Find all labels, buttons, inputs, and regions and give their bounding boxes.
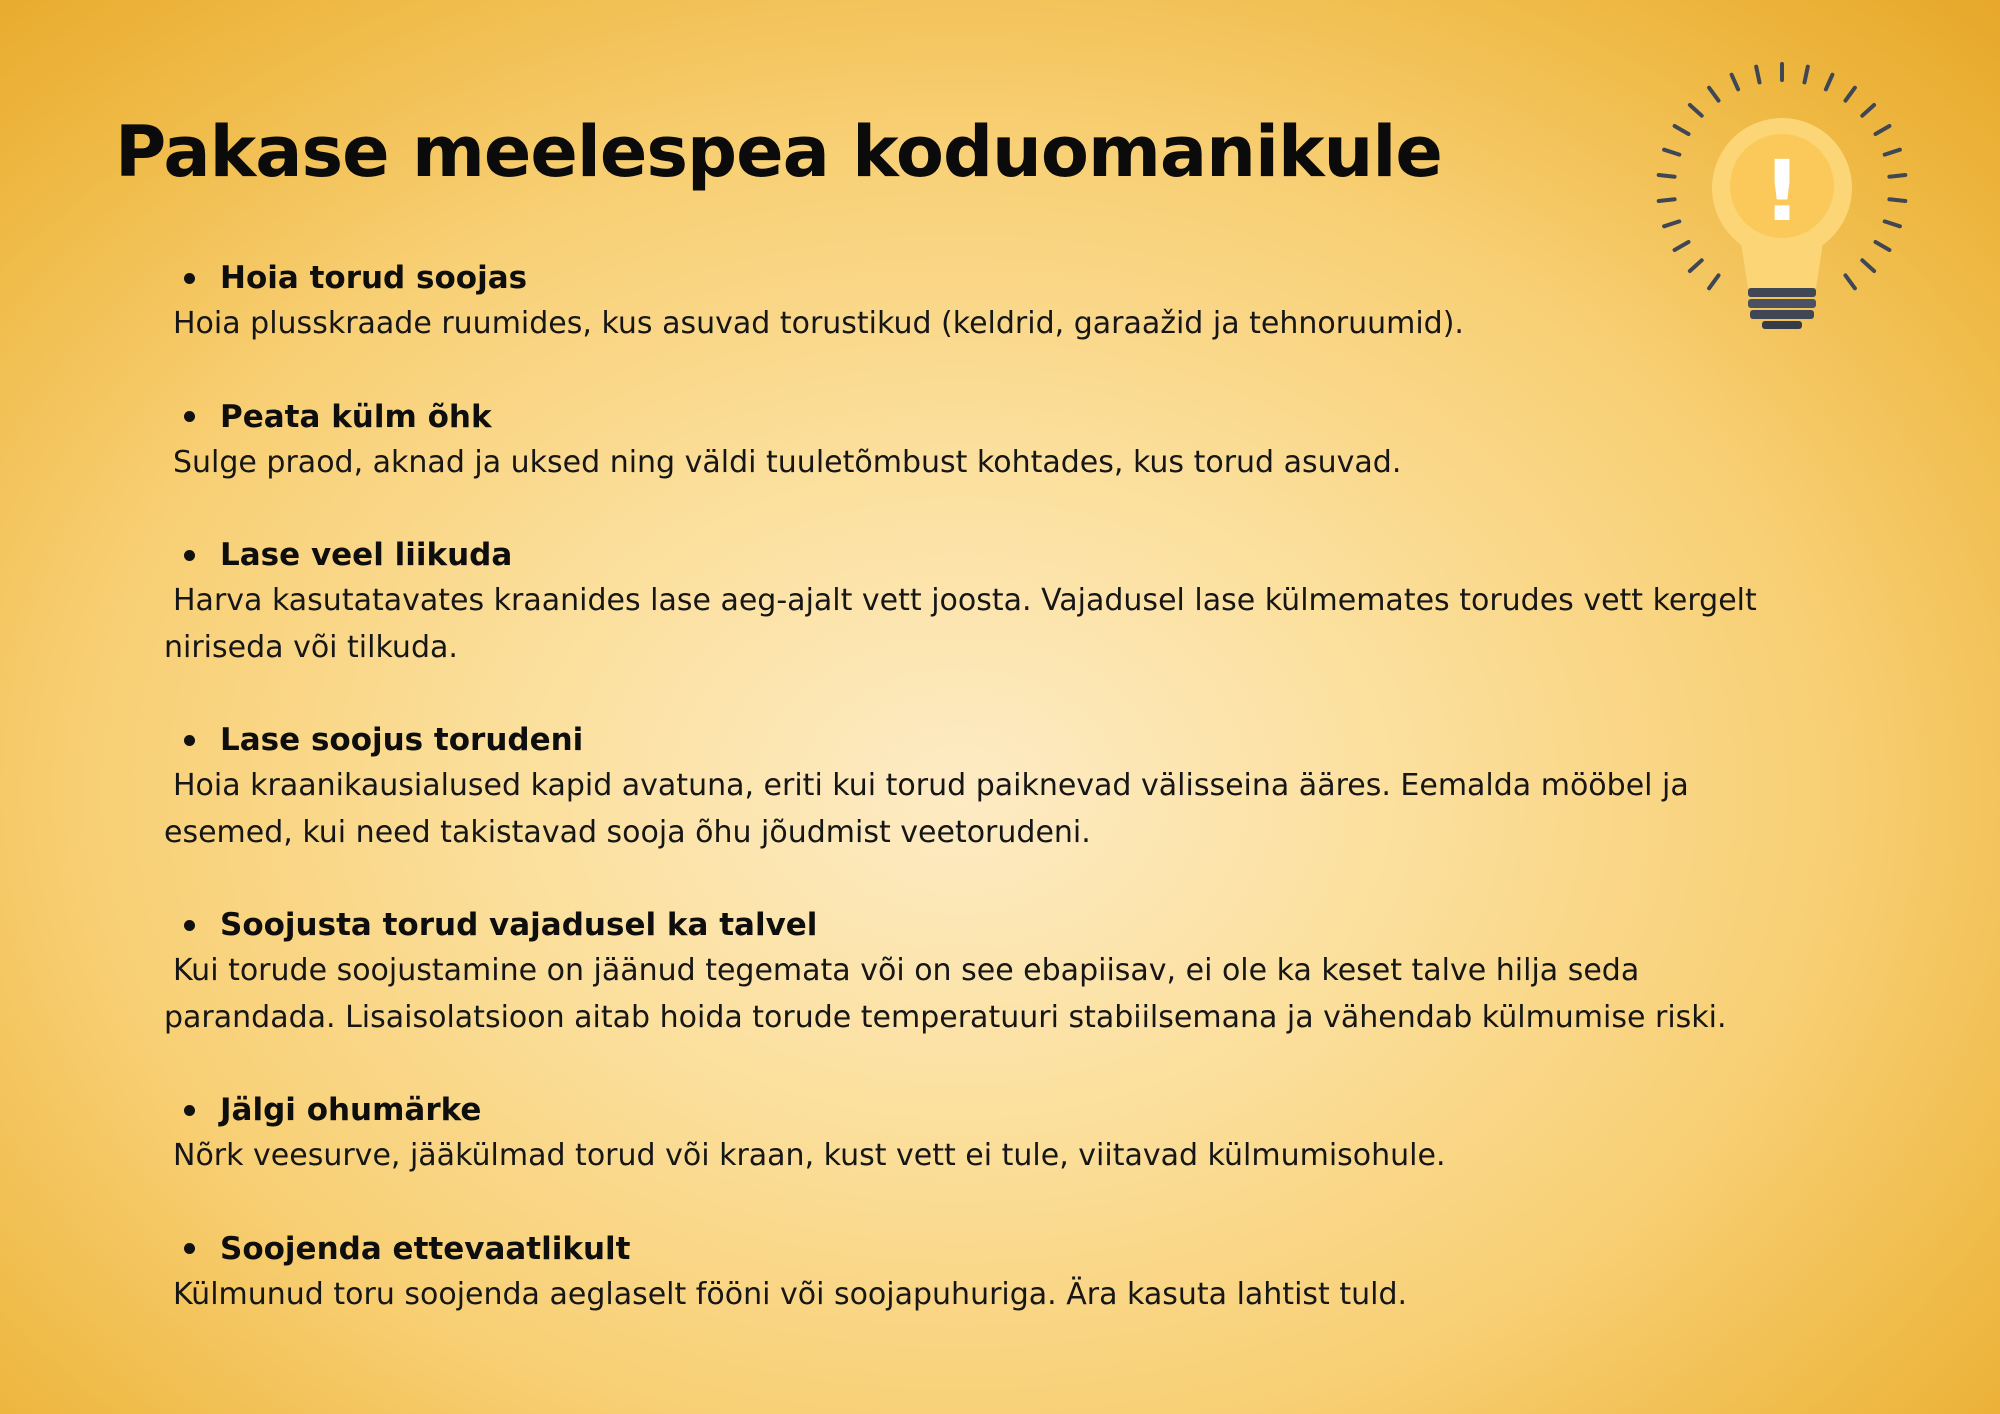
- tip-title: Soojusta torud vajadusel ka talvel: [220, 907, 818, 943]
- tip-description: Harva kasutatavates kraanides lase aeg-ajalt vett joosta. Vajadusel lase külmemates torudes vett kergelt niriseda või tilkuda.: [164, 583, 1757, 665]
- light-ray: [1675, 242, 1689, 250]
- light-ray: [1889, 175, 1905, 177]
- tip-title: Soojenda ettevaatlikult: [220, 1230, 631, 1267]
- tip-heading: [184, 1226, 1804, 1272]
- bullet-icon: [184, 920, 195, 931]
- tip-heading: [184, 1087, 1804, 1133]
- tips-list: [164, 255, 1804, 1364]
- tip-item: [164, 532, 1804, 671]
- bullet-icon: [184, 411, 195, 422]
- tip-heading: [184, 255, 1804, 301]
- light-ray: [1862, 105, 1874, 116]
- light-ray: [1664, 221, 1679, 226]
- bullet-icon: [184, 1243, 195, 1254]
- tip-heading: [184, 902, 1804, 948]
- tip-description: Külmunud toru soojenda aeglaselt fööni või soojapuhuriga. Ära kasuta lahtist tuld.: [173, 1276, 1408, 1312]
- tip-item: [164, 394, 1804, 487]
- light-ray: [1826, 75, 1833, 90]
- light-ray: [1756, 67, 1759, 83]
- tip-title: Hoia torud soojas: [220, 260, 528, 296]
- tip-heading: [184, 532, 1804, 578]
- tip-description: Hoia kraanikausialused kapid avatuna, eriti kui torud paiknevad välisseina ääres. Eemalda mööbel ja esemed, kui need takistavad sooja õhu jõudmist veetorudeni.: [164, 768, 1689, 850]
- tip-title: Jälgi ohumärke: [220, 1092, 482, 1128]
- tip-heading: [184, 717, 1804, 763]
- light-ray: [1675, 126, 1689, 134]
- bullet-icon: [184, 1105, 195, 1116]
- tip-description: Nõrk veesurve, jääkülmad torud või kraan, kust vett ei tule, viitavad külmumisohule.: [173, 1138, 1446, 1173]
- light-ray: [1709, 88, 1718, 101]
- light-ray: [1889, 199, 1905, 201]
- tip-description: Kui torude soojustamine on jäänud tegemata või on see ebapiisav, ei ole ka keset talve hilja seda parandada. Lisaisolatsioon aitab hoida torude temperatuuri stabiilsemana ja vähendab külmumise riski.: [164, 953, 1727, 1035]
- light-ray: [1885, 150, 1900, 155]
- bullet-icon: [184, 550, 195, 561]
- light-ray: [1885, 221, 1900, 226]
- light-ray: [1846, 275, 1855, 288]
- light-ray: [1805, 67, 1808, 83]
- light-ray: [1876, 242, 1890, 250]
- page-title: Pakase meelespea koduomanikule: [115, 111, 1442, 193]
- light-ray: [1846, 88, 1855, 101]
- tip-item: [164, 1087, 1804, 1180]
- tip-item: [164, 902, 1804, 1041]
- tip-title: Peata külm õhk: [220, 398, 492, 435]
- light-ray: [1664, 150, 1679, 155]
- light-ray: [1659, 199, 1675, 201]
- tip-heading: [184, 394, 1804, 440]
- bullet-icon: [184, 273, 195, 284]
- light-ray: [1732, 75, 1739, 90]
- light-ray: [1862, 260, 1874, 271]
- light-ray: [1876, 126, 1890, 134]
- light-ray: [1659, 175, 1675, 177]
- exclamation-mark: !: [1762, 142, 1802, 240]
- tip-title: Lase soojus torudeni: [220, 722, 584, 758]
- tip-item: [164, 1226, 1804, 1319]
- light-ray: [1690, 105, 1702, 116]
- tip-title: Lase veel liikuda: [220, 537, 513, 573]
- tip-item: [164, 717, 1804, 856]
- tip-item: [164, 255, 1804, 348]
- tip-description: Hoia plusskraade ruumides, kus asuvad torustikud (keldrid, garaažid ja tehnoruumid).: [173, 306, 1464, 341]
- tip-description: Sulge praod, aknad ja uksed ning väldi tuuletõmbust kohtades, kus torud asuvad.: [173, 444, 1402, 480]
- bullet-icon: [184, 735, 195, 746]
